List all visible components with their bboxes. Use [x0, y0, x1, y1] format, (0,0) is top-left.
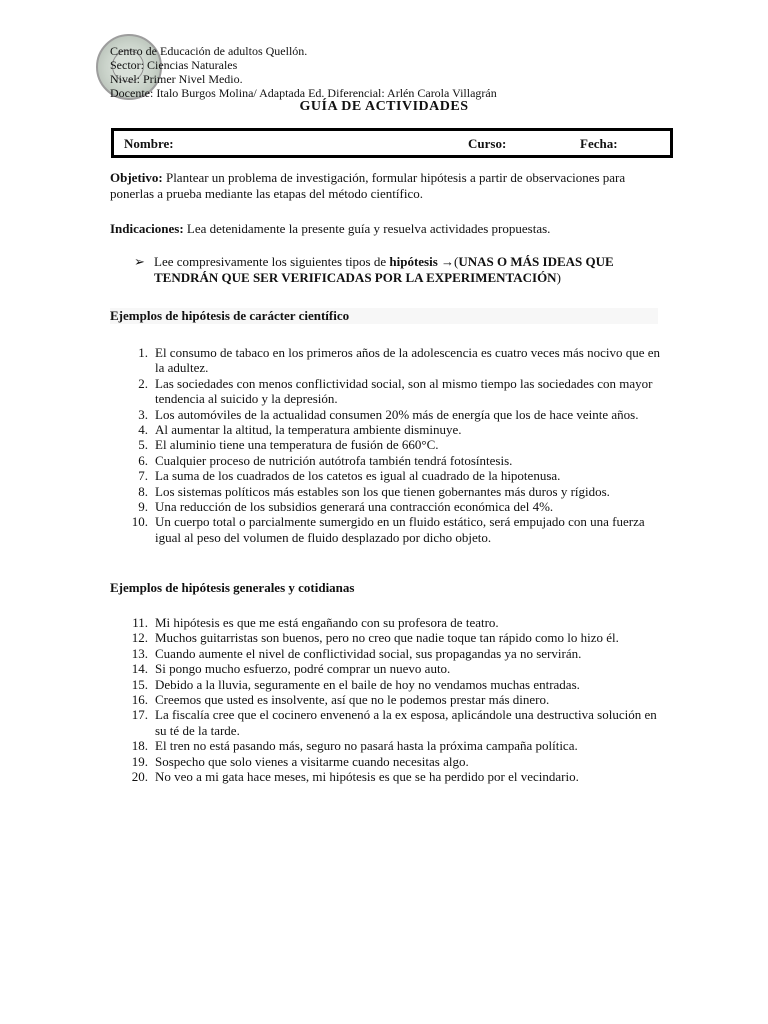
indicaciones-text: Lea detenidamente la presente guía y resuelva actividades propuestas. [186, 221, 551, 236]
list-item [110, 514, 660, 545]
list-item-text: Mi hipótesis es que me está engañando con su profesora de teatro. [155, 615, 499, 630]
list-item [110, 437, 660, 452]
list-item-number: 19. [131, 753, 148, 769]
list-item-number: 11. [132, 615, 148, 630]
curso-label: Curso: [468, 136, 507, 151]
list-item [110, 646, 660, 661]
list-item-text: Muchos guitarristas son buenos, pero no creo que nadie toque tan rápido como lo hizo él. [155, 630, 619, 646]
student-info-box [111, 128, 673, 158]
fecha-label: Fecha: [580, 136, 618, 151]
instruction-definition: UNAS O MÁS IDEAS QUE TENDRÁN QUE SER VERIFICADAS POR LA EXPERIMENTACIÓN [154, 254, 614, 285]
list-item [110, 422, 660, 437]
list-item-number: 17. [131, 707, 148, 723]
section-title-cotidianas: Ejemplos de hipótesis generales y cotidianas [110, 580, 355, 595]
indicaciones-label: Indicaciones: [110, 221, 184, 236]
header-school: Centro de Educación de adultos Quellón. [110, 44, 308, 58]
list-item-text: No veo a mi gata hace meses, mi hipótesis es que se ha perdido por el vecindario. [155, 769, 579, 785]
arrowhead-bullet-icon: ➢ [134, 254, 145, 269]
list-item-number: 5. [138, 437, 148, 453]
list-item [110, 661, 660, 676]
list-item-number: 10. [131, 514, 148, 530]
list-item-text: Las sociedades con menos conflictividad social, son al mismo tiempo las sociedades con mayor tendencia al suicido y la depresión. [155, 375, 653, 407]
list-item-number: 7. [138, 468, 148, 484]
list-item-number: 3. [138, 406, 148, 422]
list-item-text: Los automóviles de la actualidad consumen 20% más de energía que los de hace veinte años. [155, 406, 639, 422]
list-item-text: Debido a la lluvia, seguramente en el baile de hoy no vendamos muchas entradas. [155, 676, 580, 692]
list-item-text: Los sistemas políticos más estables son los que tienen gobernantes más duros y rígidos. [155, 483, 610, 499]
list-item [110, 738, 660, 753]
list-item [110, 754, 660, 769]
list-item-number: 15. [131, 676, 148, 692]
list-item [110, 769, 660, 784]
list-item-text: Cualquier proceso de nutrición autótrofa también tendrá fotosíntesis. [155, 452, 513, 468]
list-item-number: 18. [131, 738, 148, 754]
header-sector: Sector: Ciencias Naturales [110, 58, 238, 72]
list-item-number: 4. [138, 422, 148, 438]
page-title: GUÍA DE ACTIVIDADES [299, 99, 469, 114]
list-item-number: 20. [131, 769, 148, 785]
list-item [110, 345, 660, 376]
list-item-number: 13. [131, 645, 148, 661]
list-item [110, 376, 660, 407]
list-item-text: El consumo de tabaco en los primeros años de la adolescencia es cuatro veces más nocivo que en la adultez. [155, 345, 661, 376]
instruction-lead: Lee compresivamente los siguientes tipos de [154, 254, 387, 269]
objetivo-paragraph [110, 170, 660, 202]
objetivo-label: Objetivo: [110, 170, 163, 185]
list-item [110, 468, 660, 483]
list-item-number: 8. [138, 483, 148, 499]
list-item-text: Al aumentar la altitud, la temperatura ambiente disminuye. [155, 422, 462, 438]
hypothesis-list-cotidianas [110, 615, 660, 784]
list-item-text: Creemos que usted es insolvente, así que no le podemos prestar más dinero. [155, 692, 550, 708]
list-item-text: El tren no está pasando más, seguro no pasará hasta la próxima campaña política. [155, 738, 578, 754]
list-item [110, 484, 660, 499]
nombre-label: Nombre: [124, 136, 174, 151]
list-item [110, 453, 660, 468]
list-item [110, 630, 660, 645]
list-item-number: 9. [138, 499, 148, 515]
section-title-cientifico: Ejemplos de hipótesis de carácter científico [110, 308, 658, 324]
list-item-number: 6. [138, 452, 148, 468]
list-item [110, 615, 660, 630]
list-item-number: 12. [131, 630, 148, 646]
list-item [110, 677, 660, 692]
list-item [110, 407, 660, 422]
header-level: Nivel: Primer Nivel Medio. [110, 72, 243, 86]
list-item [110, 692, 660, 707]
list-item-number: 1. [138, 345, 148, 360]
arrow-icon: →( [441, 254, 459, 269]
list-item-text: La suma de los cuadrados de los catetos es igual al cuadrado de la hipotenusa. [155, 468, 561, 484]
objetivo-text: Plantear un problema de investigación, formular hipótesis a partir de observaciones para ponerlas a prueba mediante las etapas del método científico. [110, 170, 626, 201]
list-item-number: 2. [138, 375, 148, 391]
list-item-number: 16. [131, 692, 148, 708]
list-item-text: Una reducción de los subsidios generará una contracción económica del 4%. [155, 499, 554, 515]
list-item [110, 499, 660, 514]
instruction-close: ) [556, 270, 561, 285]
list-item-text: El aluminio tiene una temperatura de fusión de 660°C. [155, 437, 439, 453]
header-teacher: Docente: Italo Burgos Molina/ Adaptada Ed. Diferencial: Arlén Carola Villagrán [110, 86, 497, 100]
list-item-text: Si pongo mucho esfuerzo, podré comprar un nuevo auto. [155, 661, 451, 677]
list-item-text: Un cuerpo total o parcialmente sumergido en un fluido estático, será empujado con una fuerza igual al peso del volumen de fluido desplazado por dicho objeto. [155, 514, 645, 545]
instruction-keyword: hipótesis [389, 254, 438, 269]
hypothesis-list-cientifico [110, 345, 660, 545]
list-item-text: Cuando aumente el nivel de conflictividad social, sus propagandas ya no servirán. [155, 645, 582, 661]
list-item-text: Sospecho que solo vienes a visitarme cuando necesitas algo. [155, 753, 469, 769]
instruction-text [154, 254, 674, 286]
list-item-text: La fiscalía cree que el cocinero envenenó a la ex esposa, aplicándole una destructiva solución en su té de la tarde. [155, 707, 657, 738]
list-item [110, 707, 660, 738]
indicaciones-paragraph [110, 221, 660, 237]
list-item-number: 14. [131, 661, 148, 677]
